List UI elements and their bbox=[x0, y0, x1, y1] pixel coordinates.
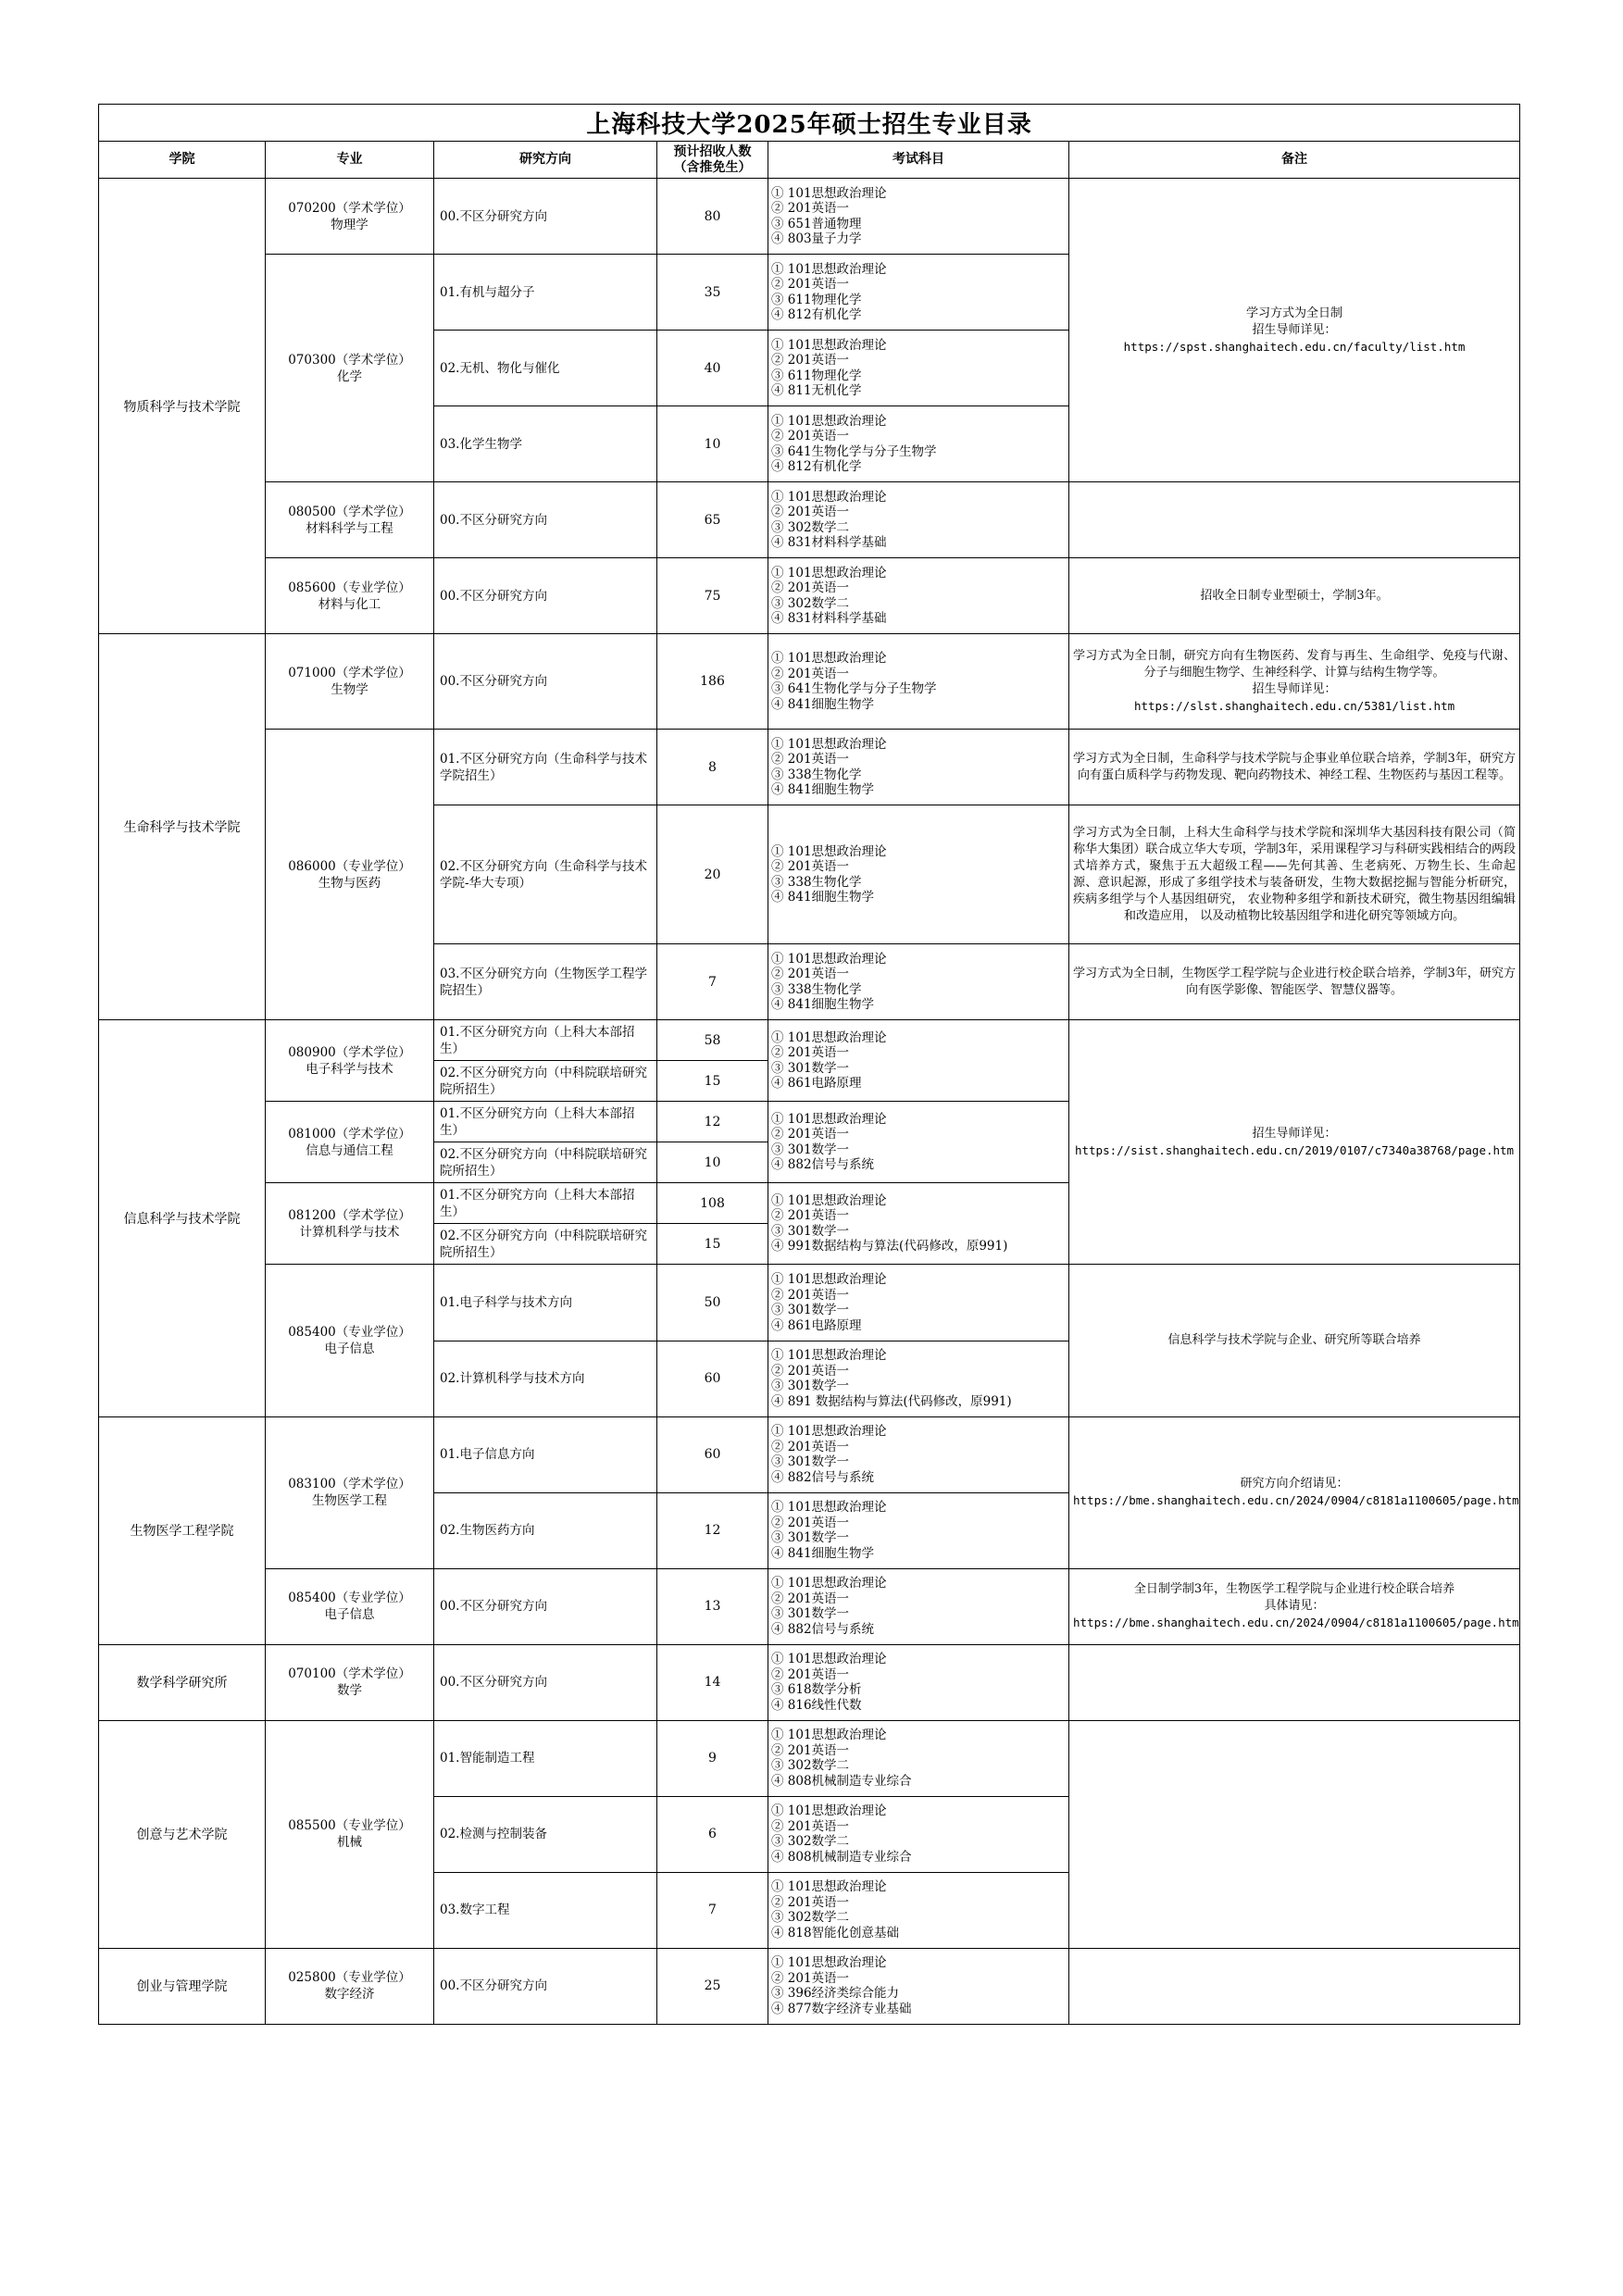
quota-cell: 7 bbox=[657, 1872, 768, 1948]
exam-cell bbox=[768, 1020, 1069, 1102]
exam-cell bbox=[768, 255, 1069, 331]
exam-subject: ① 101思想政治理论 bbox=[771, 565, 887, 580]
note-text: 学习方式为全日制 bbox=[1246, 306, 1343, 320]
exam-cell bbox=[768, 1341, 1069, 1416]
table-row bbox=[99, 634, 1520, 730]
exam-subject: ③ 301数学一 bbox=[771, 1454, 850, 1470]
header-exams: 考试科目 bbox=[768, 142, 1069, 179]
table-row bbox=[99, 730, 1520, 805]
exam-cell bbox=[768, 179, 1069, 255]
exam-subject: ① 101思想政治理论 bbox=[771, 261, 887, 277]
exam-subject: ① 101思想政治理论 bbox=[771, 1652, 887, 1667]
table-row bbox=[99, 1416, 1520, 1492]
exam-cell bbox=[768, 634, 1069, 730]
exam-subject: ④ 882信号与系统 bbox=[771, 1621, 875, 1637]
direction-cell: 01.不区分研究方向（生命科学与技术学院招生） bbox=[434, 730, 657, 805]
major-name: 数字经济 bbox=[324, 1987, 375, 2003]
exam-subject: ④ 808机械制造专业综合 bbox=[771, 1849, 912, 1865]
exam-cell bbox=[768, 1568, 1069, 1644]
note-text: 学习方式为全日制，上科大生命科学与技术学院和深圳华大基因科技有限公司（简称华大集团）联合成立华大专项，学制3年，采用课程学习与科研实践相结合的两段式培养方式，聚焦于五大超级工程——先何其善、生老病死、万物生长、生命起源、意识起源，形成了多组学技术与装备研发，生物大数据挖掘与智能分析研究，疾病多组学与个人基因组研究， 农业物种多组学和新技术研究，微生物基因组编辑和改造应用， 以及动植物比较基因组学和进化研究等领域方向。 bbox=[1073, 825, 1517, 923]
exam-subject: ④ 831材料科学基础 bbox=[771, 611, 887, 627]
quota-cell: 186 bbox=[657, 634, 768, 730]
major-code: 085400（专业学位） bbox=[288, 1325, 411, 1341]
major-code: 081200（学术学位） bbox=[288, 1207, 411, 1223]
exam-subject: ② 201英语一 bbox=[771, 277, 850, 293]
major-cell bbox=[266, 1416, 434, 1568]
major-cell bbox=[266, 1568, 434, 1644]
exam-subject: ② 201英语一 bbox=[771, 1818, 850, 1834]
direction-cell: 01.不区分研究方向（上科大本部招生） bbox=[434, 1020, 657, 1061]
major-cell bbox=[266, 1265, 434, 1416]
major-name: 机械 bbox=[337, 1835, 362, 1851]
major-cell bbox=[266, 558, 434, 634]
page-title: 上海科技大学2025年硕士招生专业目录 bbox=[99, 105, 1520, 142]
college-cell: 信息科学与技术学院 bbox=[99, 1020, 266, 1416]
note-cell bbox=[1069, 1265, 1520, 1416]
note-link[interactable]: https://bme.shanghaitech.edu.cn/2024/0904/c8181a1100605/page.htm bbox=[1073, 1616, 1519, 1630]
exam-subject: ② 201英语一 bbox=[771, 1287, 850, 1303]
note-cell bbox=[1069, 482, 1520, 558]
header-direction: 研究方向 bbox=[434, 142, 657, 179]
exam-subject: ④ 812有机化学 bbox=[771, 459, 862, 475]
major-name: 生物医学工程 bbox=[312, 1493, 387, 1509]
exam-subject: ① 101思想政治理论 bbox=[771, 1111, 887, 1127]
direction-cell: 00.不区分研究方向 bbox=[434, 1948, 657, 2024]
quota-cell: 75 bbox=[657, 558, 768, 634]
direction-cell: 00.不区分研究方向 bbox=[434, 179, 657, 255]
exam-subject: ③ 302数学二 bbox=[771, 1910, 850, 1926]
exam-subject: ④ 861电路原理 bbox=[771, 1317, 862, 1333]
note-cell bbox=[1069, 1720, 1520, 1948]
note-text: 学习方式为全日制，生物医学工程学院与企业进行校企联合培养，学制3年，研究方向有医学影像、智能医学、智慧仪器等。 bbox=[1073, 966, 1517, 997]
direction-cell: 02.不区分研究方向（生命科学与技术学院-华大专项） bbox=[434, 805, 657, 944]
exam-subject: ④ 841细胞生物学 bbox=[771, 1545, 875, 1561]
major-name: 电子信息 bbox=[324, 1607, 375, 1623]
major-code: 080900（学术学位） bbox=[288, 1044, 411, 1060]
exam-cell bbox=[768, 805, 1069, 944]
exam-subject: ① 101思想政治理论 bbox=[771, 489, 887, 505]
major-code: 085400（专业学位） bbox=[288, 1591, 411, 1606]
exam-subject: ③ 338生物化学 bbox=[771, 767, 862, 782]
note-text: 招生导师详见： bbox=[1252, 1126, 1337, 1141]
exam-subject: ③ 302数学二 bbox=[771, 1758, 850, 1774]
exam-subject: ④ 816线性代数 bbox=[771, 1697, 862, 1713]
note-cell bbox=[1069, 730, 1520, 805]
exam-cell bbox=[768, 944, 1069, 1020]
major-code: 070300（学术学位） bbox=[288, 352, 411, 368]
exam-cell bbox=[768, 1416, 1069, 1492]
exam-cell bbox=[768, 730, 1069, 805]
exam-subject: ② 201英语一 bbox=[771, 353, 850, 368]
exam-subject: ② 201英语一 bbox=[771, 1742, 850, 1758]
exam-subject: ④ 841细胞生物学 bbox=[771, 782, 875, 798]
quota-cell: 10 bbox=[657, 1142, 768, 1183]
major-code: 025800（专业学位） bbox=[288, 1970, 411, 1986]
direction-cell: 00.不区分研究方向 bbox=[434, 1568, 657, 1644]
exam-cell bbox=[768, 406, 1069, 482]
direction-cell: 02.不区分研究方向（中科院联培研究院所招生） bbox=[434, 1061, 657, 1102]
direction-cell: 03.不区分研究方向（生物医学工程学院招生） bbox=[434, 944, 657, 1020]
major-cell bbox=[266, 730, 434, 1020]
exam-subject: ① 101思想政治理论 bbox=[771, 1500, 887, 1516]
exam-subject: ① 101思想政治理论 bbox=[771, 1879, 887, 1895]
exam-cell bbox=[768, 1796, 1069, 1872]
exam-subject: ② 201英语一 bbox=[771, 1363, 850, 1379]
direction-cell: 01.电子信息方向 bbox=[434, 1416, 657, 1492]
major-name: 材料与化工 bbox=[318, 596, 381, 612]
major-code: 081000（学术学位） bbox=[288, 1126, 411, 1142]
major-cell bbox=[266, 1102, 434, 1183]
exam-subject: ② 201英语一 bbox=[771, 1591, 850, 1606]
exam-subject: ③ 302数学二 bbox=[771, 595, 850, 611]
direction-cell: 02.检测与控制装备 bbox=[434, 1796, 657, 1872]
exam-subject: ④ 991数据结构与算法(代码修改，原991) bbox=[771, 1239, 1008, 1254]
exam-subject: ③ 301数学一 bbox=[771, 1303, 850, 1317]
note-cell bbox=[1069, 179, 1520, 482]
major-cell bbox=[266, 1020, 434, 1102]
direction-cell: 02.不区分研究方向（中科院联培研究院所招生） bbox=[434, 1224, 657, 1265]
exam-subject: ② 201英语一 bbox=[771, 1439, 850, 1454]
major-name: 电子科学与技术 bbox=[306, 1061, 393, 1077]
admission-catalog-table bbox=[98, 104, 1520, 2025]
direction-cell: 00.不区分研究方向 bbox=[434, 558, 657, 634]
table-row bbox=[99, 1948, 1520, 2024]
exam-cell bbox=[768, 1644, 1069, 1720]
header-quota-line1: 预计招收人数 bbox=[673, 144, 752, 159]
exam-subject: ① 101思想政治理论 bbox=[771, 1728, 887, 1743]
exam-subject: ③ 302数学二 bbox=[771, 1834, 850, 1850]
college-cell: 生命科学与技术学院 bbox=[99, 634, 266, 1020]
exam-subject: ③ 301数学一 bbox=[771, 1606, 850, 1622]
direction-cell: 03.数字工程 bbox=[434, 1872, 657, 1948]
direction-cell: 00.不区分研究方向 bbox=[434, 482, 657, 558]
exam-subject: ② 201英语一 bbox=[771, 1127, 850, 1142]
table-row bbox=[99, 482, 1520, 558]
exam-subject: ② 201英语一 bbox=[771, 967, 850, 982]
exam-cell bbox=[768, 1492, 1069, 1568]
exam-subject: ③ 301数学一 bbox=[771, 1142, 850, 1157]
exam-cell bbox=[768, 1720, 1069, 1796]
direction-cell: 00.不区分研究方向 bbox=[434, 1644, 657, 1720]
direction-cell: 01.不区分研究方向（上科大本部招生） bbox=[434, 1183, 657, 1224]
exam-subject: ④ 841细胞生物学 bbox=[771, 997, 875, 1013]
table-row bbox=[99, 558, 1520, 634]
quota-cell: 15 bbox=[657, 1224, 768, 1265]
exam-subject: ④ 803量子力学 bbox=[771, 231, 862, 247]
major-name: 生物学 bbox=[331, 682, 368, 698]
exam-subject: ① 101思想政治理论 bbox=[771, 651, 887, 667]
quota-cell: 60 bbox=[657, 1341, 768, 1416]
major-name: 生物与医药 bbox=[318, 875, 381, 891]
college-cell: 创意与艺术学院 bbox=[99, 1720, 266, 1948]
note-text: 学习方式为全日制，研究方向有生物医药、发育与再生、生命组学、免疫与代谢、分子与细胞生物学、生神经科学、计算与结构生物学等。 bbox=[1073, 649, 1517, 680]
note-text: 信息科学与技术学院与企业、研究所等联合培养 bbox=[1167, 1333, 1421, 1348]
exam-subject: ③ 611物理化学 bbox=[771, 292, 862, 307]
table-row bbox=[99, 1265, 1520, 1341]
direction-cell: 02.无机、物化与催化 bbox=[434, 331, 657, 406]
note-cell bbox=[1069, 1948, 1520, 2024]
note-cell bbox=[1069, 805, 1520, 944]
exam-subject: ② 201英语一 bbox=[771, 580, 850, 596]
note-text: 招生导师详见： bbox=[1252, 322, 1337, 337]
exam-subject: ② 201英语一 bbox=[771, 1515, 850, 1530]
quota-cell: 10 bbox=[657, 406, 768, 482]
exam-subject: ④ 877数字经济专业基础 bbox=[771, 2001, 912, 2016]
major-name: 电子信息 bbox=[324, 1341, 375, 1357]
exam-subject: ④ 812有机化学 bbox=[771, 307, 862, 323]
exam-subject: ④ 818智能化创意基础 bbox=[771, 1925, 900, 1940]
exam-subject: ② 201英语一 bbox=[771, 1666, 850, 1682]
major-cell bbox=[266, 1183, 434, 1265]
major-code: 085600（专业学位） bbox=[288, 580, 411, 595]
quota-cell: 8 bbox=[657, 730, 768, 805]
table-row bbox=[99, 1644, 1520, 1720]
header-quota bbox=[657, 142, 768, 179]
exam-subject: ③ 301数学一 bbox=[771, 1223, 850, 1239]
direction-cell: 01.智能制造工程 bbox=[434, 1720, 657, 1796]
exam-subject: ② 201英语一 bbox=[771, 666, 850, 681]
exam-subject: ① 101思想政治理论 bbox=[771, 1192, 887, 1208]
note-text: 招生导师详见： bbox=[1252, 682, 1337, 697]
exam-subject: ③ 301数学一 bbox=[771, 1060, 850, 1076]
note-text: 招收全日制专业型硕士，学制3年。 bbox=[1200, 588, 1389, 603]
header-notes: 备注 bbox=[1069, 142, 1520, 179]
quota-cell: 15 bbox=[657, 1061, 768, 1102]
exam-cell bbox=[768, 331, 1069, 406]
exam-cell bbox=[768, 1102, 1069, 1183]
note-text: 研究方向介绍请见： bbox=[1240, 1477, 1349, 1491]
note-cell bbox=[1069, 558, 1520, 634]
exam-cell bbox=[768, 1183, 1069, 1265]
major-cell bbox=[266, 482, 434, 558]
note-cell bbox=[1069, 1416, 1520, 1568]
major-code: 085500（专业学位） bbox=[288, 1818, 411, 1834]
quota-cell: 60 bbox=[657, 1416, 768, 1492]
note-cell bbox=[1069, 1644, 1520, 1720]
exam-subject: ③ 641生物化学与分子生物学 bbox=[771, 681, 937, 697]
note-link[interactable]: https://bme.shanghaitech.edu.cn/2024/0904/c8181a1100605/page.htm bbox=[1073, 1493, 1519, 1508]
quota-cell: 35 bbox=[657, 255, 768, 331]
note-text: 全日制学制3年，生物医学工程学院与企业进行校企联合培养 bbox=[1133, 1582, 1455, 1597]
quota-cell: 20 bbox=[657, 805, 768, 944]
header-quota-line2: （含推免生） bbox=[673, 159, 752, 175]
quota-cell: 12 bbox=[657, 1102, 768, 1142]
exam-subject: ② 201英语一 bbox=[771, 1045, 850, 1061]
direction-cell: 01.电子科学与技术方向 bbox=[434, 1265, 657, 1341]
quota-cell: 12 bbox=[657, 1492, 768, 1568]
major-code: 080500（学术学位） bbox=[288, 504, 411, 519]
exam-subject: ④ 882信号与系统 bbox=[771, 1157, 875, 1173]
quota-cell: 40 bbox=[657, 331, 768, 406]
note-cell bbox=[1069, 634, 1520, 730]
exam-cell bbox=[768, 1948, 1069, 2024]
note-cell bbox=[1069, 944, 1520, 1020]
exam-subject: ② 201英语一 bbox=[771, 429, 850, 444]
exam-subject: ② 201英语一 bbox=[771, 505, 850, 520]
major-cell bbox=[266, 255, 434, 482]
note-link[interactable]: https://spst.shanghaitech.edu.cn/faculty/list.htm bbox=[1123, 339, 1466, 354]
major-name: 数学 bbox=[337, 1683, 362, 1699]
exam-subject: ② 201英语一 bbox=[771, 752, 850, 767]
exam-subject: ③ 641生物化学与分子生物学 bbox=[771, 443, 937, 459]
exam-subject: ③ 651普通物理 bbox=[771, 216, 862, 231]
exam-subject: ① 101思想政治理论 bbox=[771, 1272, 887, 1287]
exam-subject: ② 201英语一 bbox=[771, 1894, 850, 1910]
major-code: 071000（学术学位） bbox=[288, 666, 411, 681]
quota-cell: 50 bbox=[657, 1265, 768, 1341]
exam-subject: ④ 841细胞生物学 bbox=[771, 696, 875, 712]
exam-subject: ① 101思想政治理论 bbox=[771, 1803, 887, 1819]
quota-cell: 108 bbox=[657, 1183, 768, 1224]
note-text: 学习方式为全日制，生命科学与技术学院与企事业单位联合培养，学制3年，研究方向有蛋白质科学与药物发现、靶向药物技术、神经工程、生物医药与基因工程等。 bbox=[1073, 751, 1517, 782]
note-link[interactable]: https://slst.shanghaitech.edu.cn/5381/list.htm bbox=[1133, 699, 1455, 714]
exam-subject: ③ 338生物化学 bbox=[771, 874, 862, 890]
exam-subject: ④ 891 数据结构与算法(代码修改，原991) bbox=[771, 1393, 1012, 1409]
note-cell bbox=[1069, 1568, 1520, 1644]
exam-subject: ① 101思想政治理论 bbox=[771, 413, 887, 429]
table-row bbox=[99, 1568, 1520, 1644]
exam-subject: ① 101思想政治理论 bbox=[771, 185, 887, 201]
exam-subject: ④ 882信号与系统 bbox=[771, 1469, 875, 1485]
major-name: 信息与通信工程 bbox=[306, 1142, 393, 1158]
major-code: 086000（专业学位） bbox=[288, 858, 411, 874]
exam-subject: ① 101思想政治理论 bbox=[771, 736, 887, 752]
major-cell bbox=[266, 1644, 434, 1720]
exam-subject: ① 101思想政治理论 bbox=[771, 1955, 887, 1971]
exam-subject: ① 101思想政治理论 bbox=[771, 951, 887, 967]
direction-cell: 01.不区分研究方向（上科大本部招生） bbox=[434, 1102, 657, 1142]
college-cell: 物质科学与技术学院 bbox=[99, 179, 266, 634]
exam-subject: ④ 808机械制造专业综合 bbox=[771, 1773, 912, 1789]
quota-cell: 6 bbox=[657, 1796, 768, 1872]
major-name: 物理学 bbox=[331, 217, 368, 232]
exam-subject: ③ 302数学二 bbox=[771, 519, 850, 535]
college-cell: 生物医学工程学院 bbox=[99, 1416, 266, 1644]
exam-subject: ② 201英语一 bbox=[771, 859, 850, 875]
direction-cell: 02.生物医药方向 bbox=[434, 1492, 657, 1568]
exam-subject: ④ 831材料科学基础 bbox=[771, 535, 887, 551]
exam-subject: ③ 618数学分析 bbox=[771, 1682, 862, 1698]
direction-cell: 00.不区分研究方向 bbox=[434, 634, 657, 730]
exam-subject: ③ 301数学一 bbox=[771, 1530, 850, 1546]
major-code: 070200（学术学位） bbox=[288, 200, 411, 216]
exam-subject: ④ 861电路原理 bbox=[771, 1076, 862, 1092]
exam-cell bbox=[768, 482, 1069, 558]
quota-cell: 13 bbox=[657, 1568, 768, 1644]
major-name: 材料科学与工程 bbox=[306, 520, 393, 536]
major-code: 083100（学术学位） bbox=[288, 1477, 411, 1492]
direction-cell: 03.化学生物学 bbox=[434, 406, 657, 482]
table-row bbox=[99, 179, 1520, 255]
direction-cell: 01.有机与超分子 bbox=[434, 255, 657, 331]
major-cell bbox=[266, 179, 434, 255]
exam-subject: ① 101思想政治理论 bbox=[771, 1424, 887, 1440]
major-name: 化学 bbox=[337, 368, 362, 384]
direction-cell: 02.计算机科学与技术方向 bbox=[434, 1341, 657, 1416]
quota-cell: 14 bbox=[657, 1644, 768, 1720]
exam-subject: ② 201英语一 bbox=[771, 1970, 850, 1986]
table-row bbox=[99, 1020, 1520, 1061]
major-name: 计算机科学与技术 bbox=[299, 1224, 400, 1240]
exam-cell bbox=[768, 558, 1069, 634]
exam-subject: ③ 338生物化学 bbox=[771, 981, 862, 997]
major-cell bbox=[266, 1948, 434, 2024]
note-cell bbox=[1069, 1020, 1520, 1265]
exam-subject: ② 201英语一 bbox=[771, 201, 850, 217]
exam-subject: ① 101思想政治理论 bbox=[771, 1348, 887, 1364]
exam-subject: ① 101思想政治理论 bbox=[771, 1576, 887, 1591]
table-row bbox=[99, 1720, 1520, 1796]
direction-cell: 02.不区分研究方向（中科院联培研究院所招生） bbox=[434, 1142, 657, 1183]
quota-cell: 65 bbox=[657, 482, 768, 558]
header-college: 学院 bbox=[99, 142, 266, 179]
major-cell bbox=[266, 634, 434, 730]
quota-cell: 80 bbox=[657, 179, 768, 255]
exam-subject: ③ 611物理化学 bbox=[771, 368, 862, 383]
note-text: 具体请见： bbox=[1264, 1599, 1325, 1614]
header-major: 专业 bbox=[266, 142, 434, 179]
exam-subject: ① 101思想政治理论 bbox=[771, 1029, 887, 1045]
exam-subject: ④ 811无机化学 bbox=[771, 383, 862, 399]
college-cell: 创业与管理学院 bbox=[99, 1948, 266, 2024]
quota-cell: 25 bbox=[657, 1948, 768, 2024]
exam-cell bbox=[768, 1265, 1069, 1341]
quota-cell: 9 bbox=[657, 1720, 768, 1796]
exam-subject: ③ 396经济类综合能力 bbox=[771, 1986, 900, 2002]
quota-cell: 7 bbox=[657, 944, 768, 1020]
exam-subject: ① 101思想政治理论 bbox=[771, 843, 887, 859]
exam-subject: ③ 301数学一 bbox=[771, 1379, 850, 1394]
college-cell: 数学科学研究所 bbox=[99, 1644, 266, 1720]
exam-subject: ① 101思想政治理论 bbox=[771, 337, 887, 353]
exam-cell bbox=[768, 1872, 1069, 1948]
major-code: 070100（学术学位） bbox=[288, 1666, 411, 1682]
exam-subject: ④ 841细胞生物学 bbox=[771, 890, 875, 905]
major-cell bbox=[266, 1720, 434, 1948]
note-link[interactable]: https://sist.shanghaitech.edu.cn/2019/0107/c7340a38768/page.htm bbox=[1074, 1142, 1515, 1157]
exam-subject: ② 201英语一 bbox=[771, 1208, 850, 1224]
quota-cell: 58 bbox=[657, 1020, 768, 1061]
